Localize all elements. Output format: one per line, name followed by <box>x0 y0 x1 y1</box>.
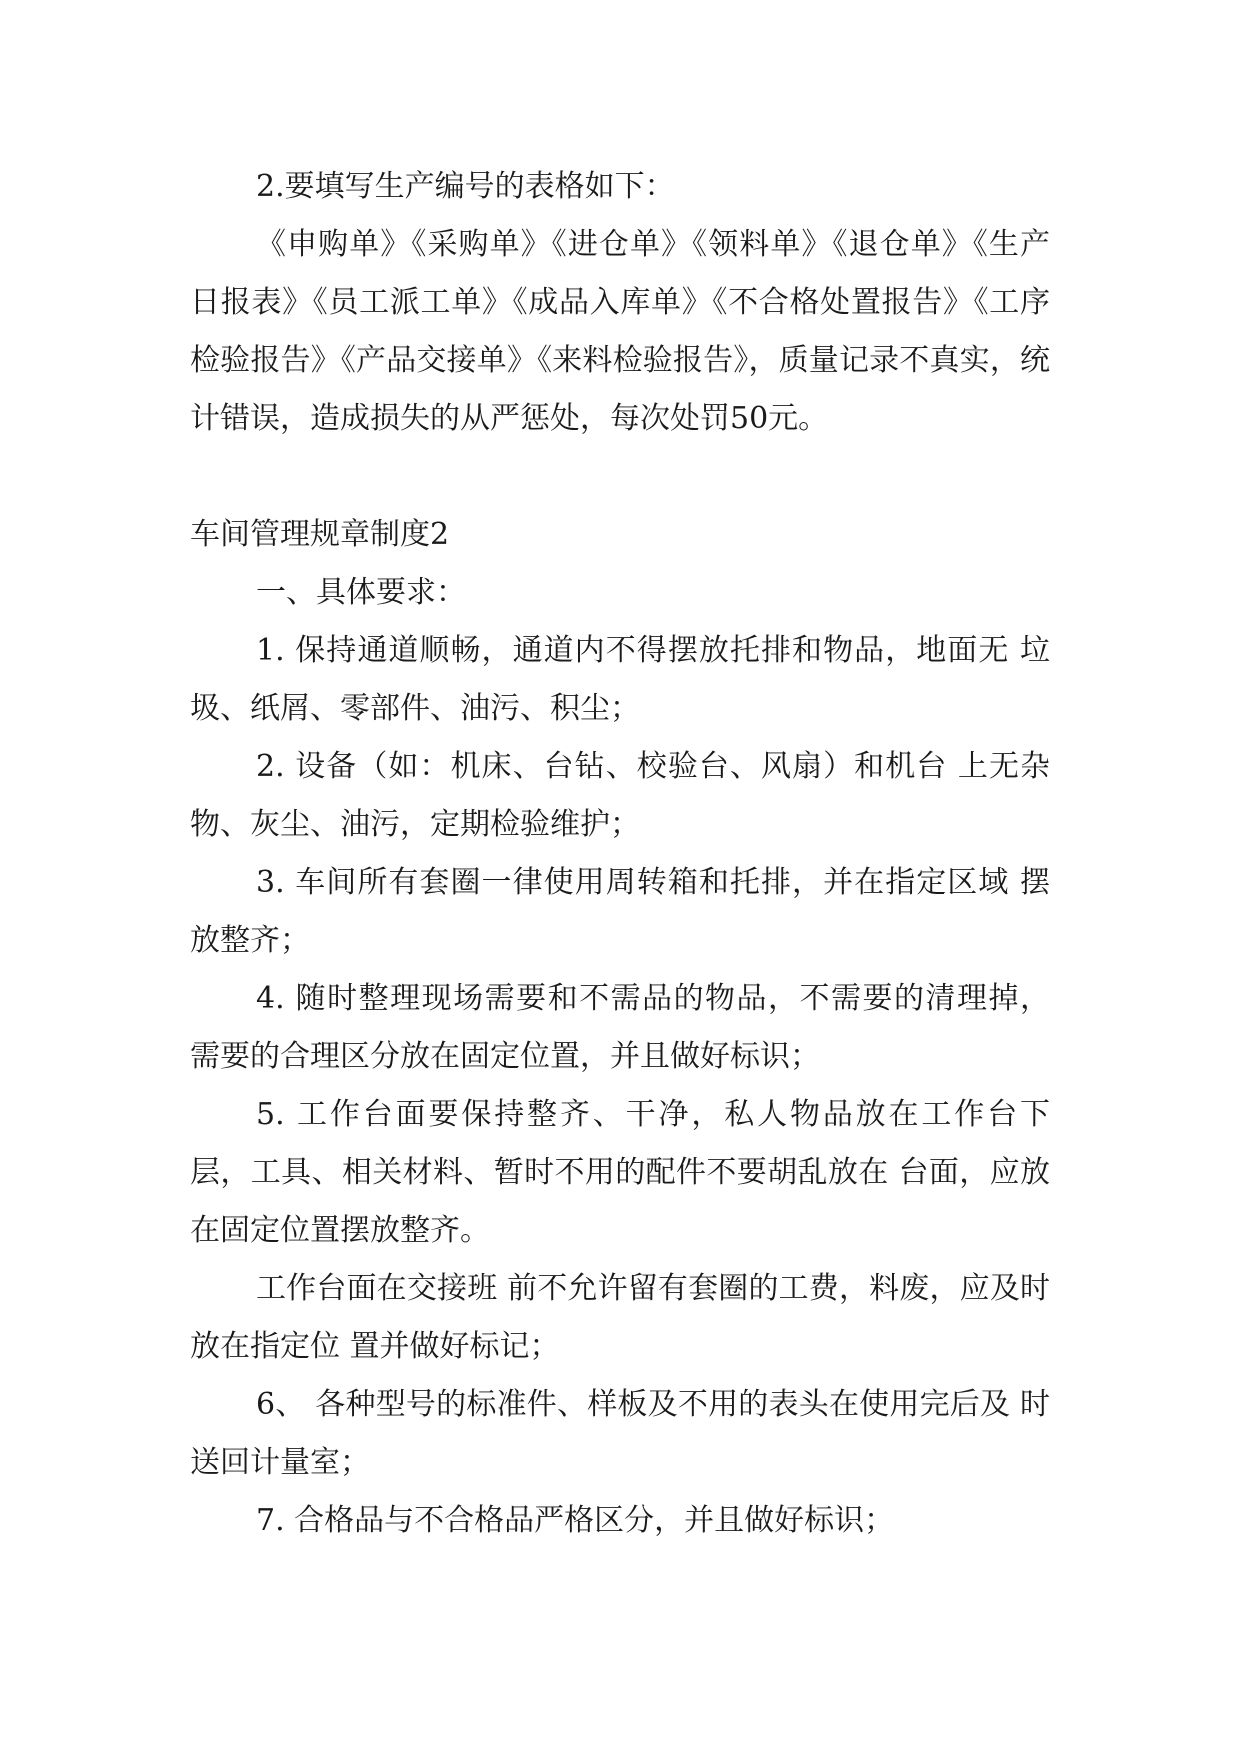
paragraph-item-1: 1. 保持通道顺畅，通道内不得摆放托排和物品，地面无 垃圾、纸屑、零部件、油污、积尘； <box>190 633 1050 726</box>
paragraph-item-4: 4. 随时整理现场需要和不需品的物品，不需要的清理掉， 需要的合理区分放在固定位置，并且做好标识； <box>190 981 1050 1074</box>
paragraph-form-list-heading: 2.要填写生产编号的表格如下： <box>256 169 675 204</box>
section-title: 车间管理规章制度2 <box>190 517 450 552</box>
paragraph-item-7: 7. 合格品与不合格品严格区分，并且做好标识； <box>256 1503 895 1538</box>
paragraph-item-5: 5. 工作台面要保持整齐、干净，私人物品放在工作台下 层，工具、相关材料、暂时不用的配件不要胡乱放在 台面，应放在固定位置摆放整齐。 <box>190 1097 1050 1248</box>
paragraph-item-5-continued: 工作台面在交接班 前不允许留有套圈的工费，料废，应及时放在指定位 置并做好标记； <box>190 1271 1050 1364</box>
paragraph-item-6: 6、 各种型号的标准件、样板及不用的表头在使用完后及 时送回计量室； <box>190 1387 1050 1480</box>
paragraph-requirements-heading: 一、具体要求： <box>256 575 466 610</box>
paragraph-form-list: 《申购单》《采购单》《进仓单》《领料单》《退仓单》《生产日报表》《员工派工单》《成品入库单》《不合格处置报告》《工序检验报告》《产品交接单》《来料检验报告》，质量记录不真实，统计错误，造成损失的从严惩处，每次处罚50元。 <box>190 227 1050 436</box>
paragraph-item-3: 3. 车间所有套圈一律使用周转箱和托排，并在指定区域 摆放整齐； <box>190 865 1050 958</box>
paragraph-item-2: 2. 设备（如：机床、台钻、校验台、风扇）和机台 上无杂物、灰尘、油污，定期检验维护； <box>190 749 1050 842</box>
